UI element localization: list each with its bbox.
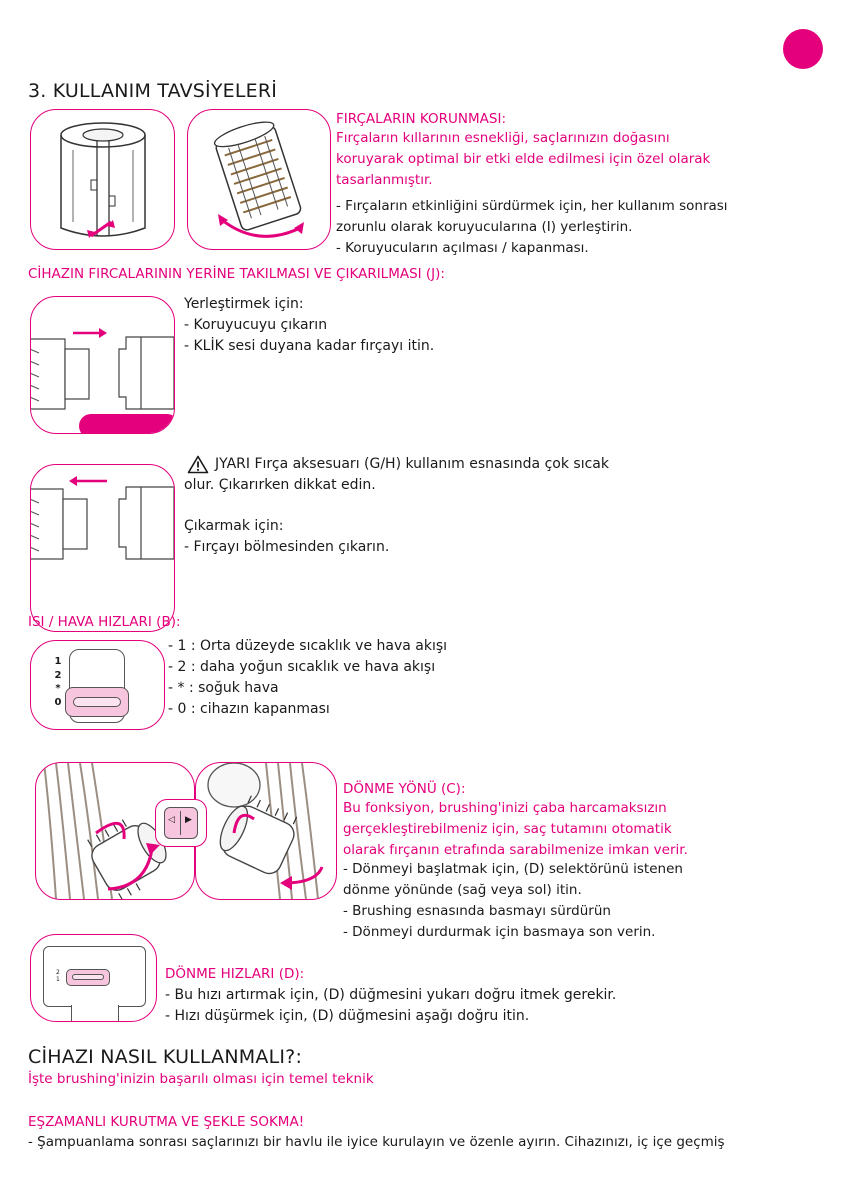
- warning-triangle-icon: [187, 455, 209, 474]
- rotation-item: - Dönmeyi durdurmak için basmaya son verin.: [343, 924, 656, 940]
- rotation-item: - Brushing esnasında basmayı sürdürün: [343, 903, 611, 919]
- insert-title: Yerleştirmek için:: [184, 296, 304, 312]
- drying-text: - Şampuanlama sonrası saçlarınızı bir havlu ile iyice kurulayın ve özenle ayırın. Cihazınızı, iç içe geçmiş: [28, 1134, 725, 1150]
- usage-subtitle: İşte brushing'inizin başarılı olması için temel teknik: [28, 1071, 374, 1087]
- heat-selector-slider[interactable]: [65, 687, 129, 717]
- rotation-instructions: [343, 859, 783, 943]
- warning-line: JYARI Fırça aksesuarı (G/H) kullanım esnasında çok sıcak: [215, 456, 609, 472]
- protection-intro-line: tasarlanmıştır.: [336, 172, 433, 188]
- rotation-heading: DÖNME YÖNÜ (C):: [343, 781, 466, 797]
- protection-intro: [336, 128, 756, 191]
- page-marker-dot: [783, 29, 823, 69]
- remove-title: Çıkarmak için:: [184, 518, 284, 534]
- heat-switch-labels: [53, 655, 63, 709]
- remove-instructions: [184, 516, 624, 558]
- speed-item: - Hızı düşürmek için, (D) düğmesini aşağı doğru itin.: [165, 1008, 530, 1024]
- heat-heading: ISI / HAVA HIZLARI (B):: [28, 614, 181, 630]
- rotate-left-icon: ◁: [168, 815, 175, 825]
- heat-label: *: [55, 683, 61, 694]
- protection-item: - Fırçaların etkinliğini sürdürmek için, her kullanım sonrası: [336, 198, 728, 214]
- heat-option: - 0 : cihazın kapanması: [168, 701, 330, 717]
- speed-heading: DÖNME HIZLARI (D):: [165, 966, 305, 982]
- insert-illustration-box: [30, 296, 175, 434]
- rotation-intro-line: gerçekleştirebilmeniz için, saç tutamını otomatik: [343, 821, 672, 837]
- attach-heading: CİHAZIN FIRCALARININ YERİNE TAKILMASI VE ÇIKARILMASI (J):: [28, 266, 445, 282]
- speed-switch-labels: [56, 969, 60, 983]
- rotation-right-illustration: [196, 763, 336, 899]
- insert-step: - Koruyucuyu çıkarın: [184, 317, 328, 333]
- rotation-right-box: [195, 762, 337, 900]
- speed-selector-slider[interactable]: [66, 969, 110, 986]
- brush-in-protector-illustration: [188, 110, 330, 249]
- heat-label: 1: [54, 656, 62, 667]
- rotation-intro: [343, 798, 783, 861]
- rotation-item: - Dönmeyi başlatmak için, (D) selektörünü istenen: [343, 861, 683, 877]
- heat-label: 0: [54, 696, 62, 708]
- protection-item: - Koruyucuların açılması / kapanması.: [336, 240, 589, 256]
- remove-illustration-box: [30, 464, 175, 632]
- usage-title: CİHAZI NASIL KULLANMALI?:: [28, 1046, 303, 1068]
- rotation-intro-line: Bu fonksiyon, brushing'inizi çaba harcamaksızın: [343, 800, 667, 816]
- insert-step: - KLİK sesi duyana kadar fırçayı itin.: [184, 338, 435, 354]
- remove-step: - Fırçayı bölmesinden çıkarın.: [184, 539, 390, 555]
- heat-label: 2: [54, 669, 62, 681]
- insert-instructions: [184, 294, 624, 357]
- speed-label: 1: [56, 976, 60, 983]
- speed-switch-box: [30, 934, 157, 1022]
- rotation-intro-line: olarak fırçanın etrafında sarabilmenize imkan verir.: [343, 842, 688, 858]
- protection-intro-line: koruyarak optimal bir etki elde edilmesi için özel olarak: [336, 151, 711, 167]
- brush-protector-box: [187, 109, 331, 250]
- speed-item: - Bu hızı artırmak için, (D) düğmesini yukarı doğru itmek gerekir.: [165, 987, 617, 1003]
- protector-open-illustration: [31, 110, 174, 249]
- protection-intro-line: Fırçaların kıllarının esnekliği, saçlarınızın doğasını: [336, 130, 670, 146]
- protection-item: zorunlu olarak koruyucularına (I) yerleştirin.: [336, 219, 633, 235]
- rotate-right-icon: ▶: [185, 815, 192, 825]
- heat-options: [168, 636, 608, 720]
- drying-heading: EŞZAMANLI KURUTMA VE ŞEKLE SOKMA!: [28, 1114, 305, 1130]
- heat-option: - * : soğuk hava: [168, 680, 279, 696]
- brush-insert-illustration: [31, 297, 174, 433]
- protector-illustration-box: [30, 109, 175, 250]
- rotation-item: dönme yönünde (sağ veya sol) itin.: [343, 882, 582, 898]
- brush-remove-illustration: [31, 465, 174, 631]
- warning-line: olur. Çıkarırken dikkat edin.: [184, 477, 376, 493]
- speed-switch-base: [71, 1005, 119, 1022]
- heat-option: - 1 : Orta düzeyde sıcaklık ve hava akışı: [168, 638, 448, 654]
- rotation-selector-box: [155, 799, 207, 847]
- page-title: 3. KULLANIM TAVSİYELERİ: [28, 80, 278, 102]
- speed-instructions: [165, 985, 765, 1027]
- protection-instructions: [336, 196, 756, 259]
- heat-switch-box: [30, 640, 165, 730]
- speed-label: 2: [56, 969, 60, 976]
- rotation-selector-button[interactable]: [164, 807, 198, 839]
- heat-option: - 2 : daha yoğun sıcaklık ve hava akışı: [168, 659, 436, 675]
- protection-heading: FIRÇALARIN KORUNMASI:: [336, 111, 507, 127]
